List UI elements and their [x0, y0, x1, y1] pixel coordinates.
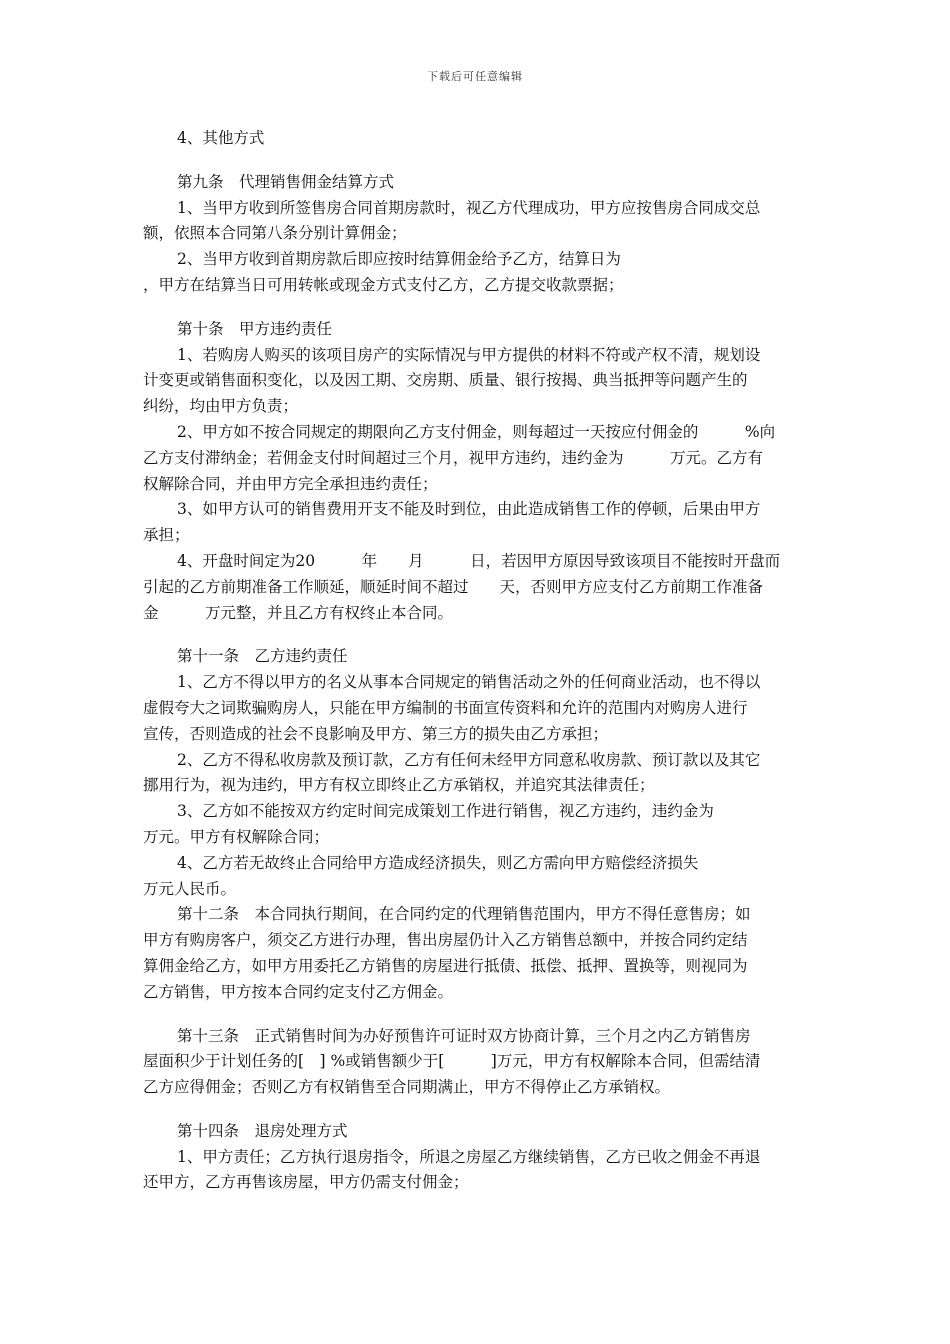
clause-line: 4、乙方若无故终止合同给甲方造成经济损失，则乙方需向甲方赔偿经济损失	[177, 853, 699, 872]
paragraph-gap	[143, 152, 808, 170]
clause-line: ，甲方在结算当日可用转帐或现金方式支付乙方，乙方提交收款票据；	[143, 275, 624, 294]
clause-line: 金 万元整，并且乙方有权终止本合同。	[143, 603, 454, 622]
clause-line: 甲方有购房客户，须交乙方进行办理，售出房屋仍计入乙方销售总额中，并按合同约定结	[143, 931, 748, 950]
clause-line: 引起的乙方前期准备工作顺延，顺延时间不超过 天，否则甲方应支付乙方前期工作准备	[143, 577, 764, 596]
document-body	[143, 126, 808, 1196]
clause-line: 1、甲方责任；乙方执行退房指令，所退之房屋乙方继续销售，乙方已收之佣金不再退	[177, 1147, 761, 1166]
clause-line: 万元。甲方有权解除合同；	[143, 827, 330, 846]
page-header-note: 下载后可任意编辑	[427, 70, 523, 83]
clause-line: 还甲方，乙方再售该房屋，甲方仍需支付佣金；	[143, 1173, 469, 1192]
clause-line: 权解除合同，并由甲方完全承担违约责任；	[143, 474, 438, 493]
clause-line: 乙方销售，甲方按本合同约定支付乙方佣金。	[143, 982, 454, 1001]
clause-line: 4、其他方式	[177, 129, 265, 147]
paragraph-gap	[143, 299, 808, 317]
clause-line: 乙方应得佣金；否则乙方有权销售至合同期满止，甲方不得停止乙方承销权。	[143, 1078, 671, 1097]
clause-line: 2、乙方不得私收房款及预订款，乙方有任何未经甲方同意私收房款、预订款以及其它	[177, 750, 761, 769]
clause-line: 万元人民币。	[143, 879, 237, 898]
clause-heading: 第十二条 本合同执行期间，在合同约定的代理销售范围内，甲方不得任意售房；如	[177, 905, 751, 924]
clause-line: 3、乙方如不能按双方约定时间完成策划工作进行销售，视乙方违约，违约金为	[177, 802, 714, 821]
paragraph-gap	[143, 626, 808, 644]
clause-line: 纠纷，均由甲方负责；	[143, 397, 299, 416]
clause-line: 1、乙方不得以甲方的名义从事本合同规定的销售活动之外的任何商业活动，也不得以	[177, 673, 761, 692]
clause-line: 算佣金给乙方，如甲方用委托乙方销售的房屋进行抵债、抵偿、抵押、置换等，则视同为	[143, 956, 748, 975]
clause-line: 挪用行为，视为违约，甲方有权立即终止乙方承销权，并追究其法律责任；	[143, 776, 655, 795]
clause-heading: 第十三条 正式销售时间为办好预售许可证时双方协商计算，三个月之内乙方销售房	[177, 1026, 751, 1045]
clause-heading: 第十四条 退房处理方式	[177, 1121, 348, 1140]
clause-line: 3、如甲方认可的销售费用开支不能及时到位，由此造成销售工作的停顿，后果由甲方	[177, 500, 761, 519]
clause-line: 2、甲方如不按合同规定的期限向乙方支付佣金，则每超过一天按应付佣金的 %向	[177, 422, 776, 441]
clause-line: 2、当甲方收到首期房款后即应按时结算佣金给予乙方，结算日为	[177, 250, 621, 269]
clause-line: 4、开盘时间定为20 年 月 日，若因甲方原因导致该项目不能按时开盘而	[177, 551, 781, 570]
paragraph-gap	[143, 1101, 808, 1119]
clause-line: 宣传，否则造成的社会不良影响及甲方、第三方的损失由乙方承担；	[143, 724, 609, 743]
clause-heading: 第九条 代理销售佣金结算方式	[177, 172, 395, 191]
clause-line: 计变更或销售面积变化，以及因工期、交房期、质量、银行按揭、典当抵押等问题产生的	[143, 371, 748, 390]
clause-line: 乙方支付滞纳金；若佣金支付时间超过三个月，视甲方违约，违约金为 万元。乙方有	[143, 448, 764, 467]
clause-heading: 第十条 甲方违约责任	[177, 319, 333, 338]
clause-line: 额，依照本合同第八条分别计算佣金；	[143, 224, 407, 243]
clause-line: 1、当甲方收到所签售房合同首期房款时，视乙方代理成功，甲方应按售房合同成交总	[177, 198, 761, 217]
clause-line: 承担；	[143, 526, 190, 545]
clause-line: 屋面积少于计划任务的[ ] %或销售额少于[ ]万元，甲方有权解除本合同，但需结清	[143, 1052, 761, 1071]
clause-line: 虚假夸大之词欺骗购房人，只能在甲方编制的书面宣传资料和允许的范围内对购房人进行	[143, 698, 748, 717]
clause-line: 1、若购房人购买的该项目房产的实际情况与甲方提供的材料不符或产权不清，规划设	[177, 345, 761, 364]
paragraph-gap	[143, 1006, 808, 1024]
clause-heading: 第十一条 乙方违约责任	[177, 647, 348, 666]
